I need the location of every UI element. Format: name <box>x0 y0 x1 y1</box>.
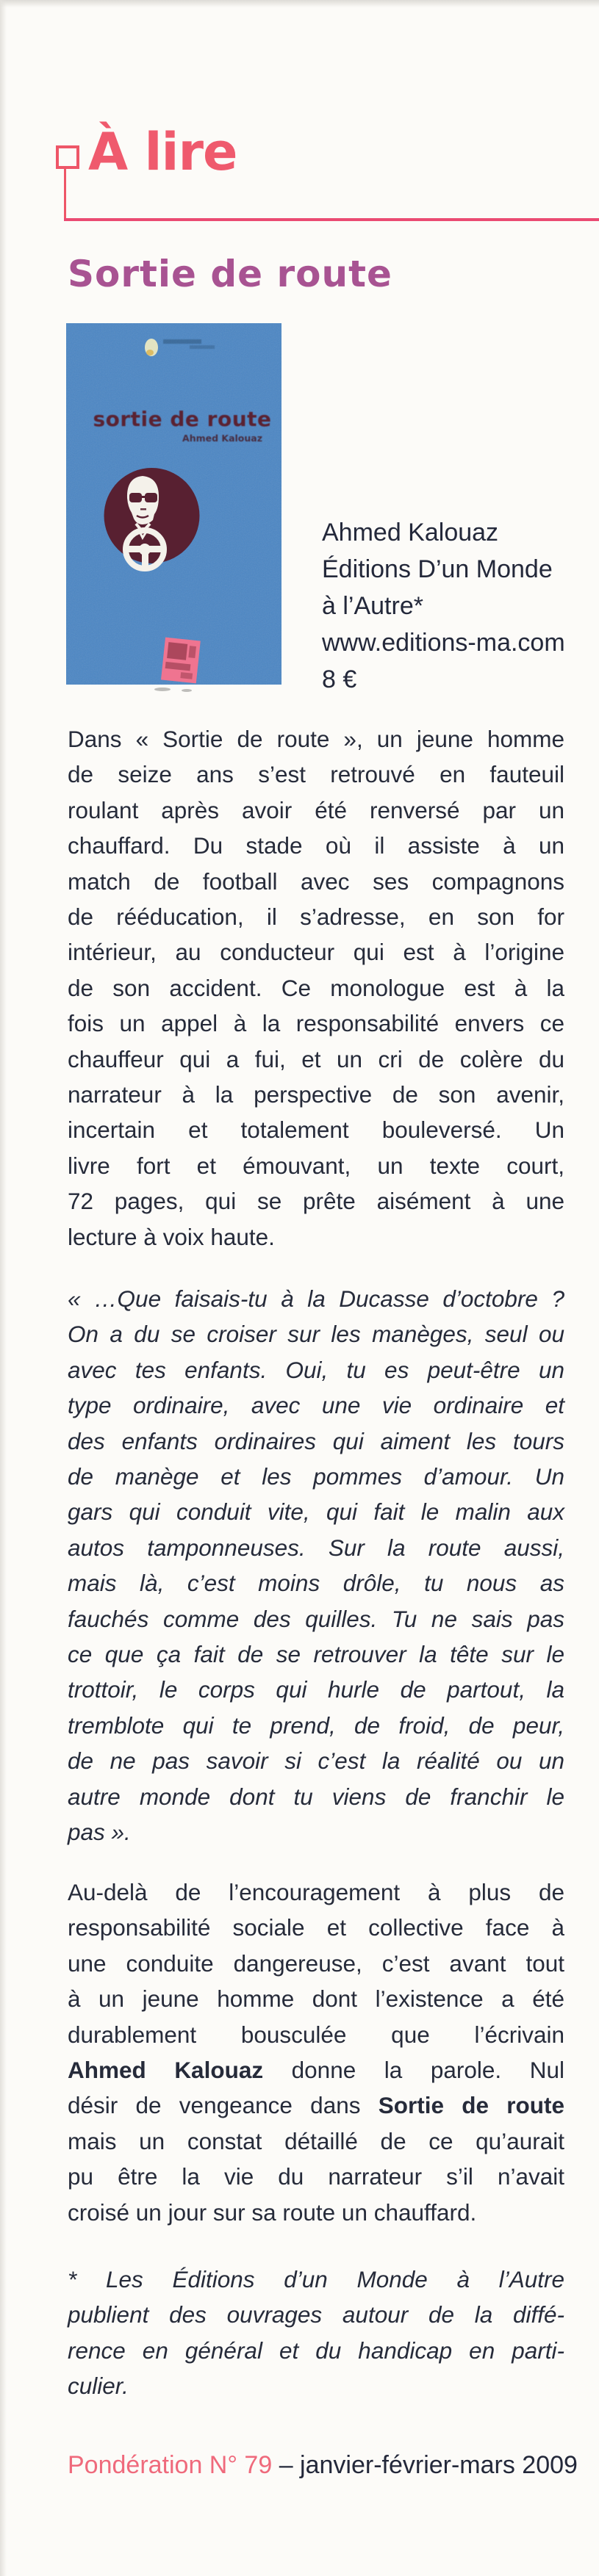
text-line: désir de vengeance dans Sortie de route <box>68 2092 564 2119</box>
book-author: Ahmed Kalouaz <box>322 519 499 546</box>
book-publisher-line2: à l’Autre* <box>322 592 423 620</box>
text-line: culier. <box>68 2373 129 2400</box>
book-website: www.editions-ma.com <box>322 629 565 657</box>
section-marker-square <box>56 145 79 169</box>
text-line: gars qui conduit vite, qui fait le malin aux <box>68 1498 564 1526</box>
paragraph-intro <box>68 721 564 1255</box>
text-line: livre fort et émouvant, un texte court, <box>68 1152 564 1179</box>
book-publisher-line1: Éditions D’un Monde <box>322 555 553 583</box>
text-line: Dans « Sortie de route », un jeune homme <box>68 726 564 752</box>
text-line: trottoir, le corps qui hurle de partout, la <box>68 1676 564 1703</box>
text-line: pu être la vie du narrateur s’il n’avait <box>68 2163 564 2190</box>
page-footer <box>68 2450 578 2480</box>
text-line: de rééducation, il s’adresse, en son for <box>68 903 564 931</box>
section-marker-line <box>64 166 66 219</box>
text-line: avec tes enfants. Oui, tu es peut-être un <box>68 1356 564 1383</box>
text-line: type ordinaire, avec une vie ordinaire et <box>68 1392 564 1419</box>
text-line: croisé un jour sur sa route un chauffard. <box>68 2198 477 2226</box>
text-line: incertain et totalement bouleversé. Un <box>68 1116 564 1144</box>
book-cover <box>66 323 281 685</box>
text-line: pas ». <box>68 1819 131 1846</box>
text-line: roulant après avoir été renversé par un <box>68 796 564 823</box>
paragraph-quote <box>68 1281 564 1850</box>
book-info <box>322 514 565 698</box>
text-line: une conduite dangereuse, c’est avant tout <box>68 1949 564 1977</box>
text-line: 72 pages, qui se prête aisément à une <box>68 1188 564 1215</box>
text-line: mais un constat détaillé de ce qu’aurait <box>68 2127 564 2154</box>
text-line: fauchés comme des quilles. Tu ne sais pas <box>68 1605 564 1632</box>
paragraph-footnote <box>68 2262 564 2404</box>
section-rule <box>64 218 599 221</box>
text-line: chauffard. Du stade où il assiste à un <box>68 832 564 859</box>
cover-title: sortie de route <box>93 407 272 431</box>
text-line: ce que ça fait de se retrouver la tête sur le <box>68 1641 564 1668</box>
text-line: des enfants ordinaires qui aiment les tours <box>68 1427 564 1454</box>
text-line: * Les Éditions d’un Monde à l’Autre <box>68 2266 564 2292</box>
footer-brand: Pondération N° 79 <box>68 2451 273 2479</box>
text-line: Au-delà de l’encouragement à plus de <box>68 1879 564 1905</box>
book-cover-art <box>66 323 281 685</box>
text-line: de seize ans s’est retrouvé en fauteuil <box>68 761 564 788</box>
cover-author: Ahmed Kalouaz <box>182 433 262 444</box>
text-line: durablement bousculée que l’écrivain <box>68 2021 564 2048</box>
text-line: de manège et les pommes d’amour. Un <box>68 1463 564 1490</box>
text-line: publient des ouvrages autour de la diffé- <box>68 2301 564 2328</box>
text-line: « …Que faisais-tu à la Ducasse d’octobre ? <box>68 1285 564 1312</box>
text-line: mais là, c’est moins drôle, tu nous as <box>68 1570 564 1597</box>
text-line: lecture à voix haute. <box>68 1223 275 1250</box>
book-price: 8 € <box>322 665 357 693</box>
footer-issue-date: – janvier-février-mars 2009 <box>279 2451 578 2479</box>
scan-smudge <box>182 689 192 692</box>
text-line: de son accident. Ce monologue est à la <box>68 974 564 1001</box>
price-stamp <box>161 638 201 684</box>
text-line: responsabilité sociale et collective face à <box>68 1914 564 1941</box>
text-line: chauffeur qui a fui, et un cri de colère du <box>68 1045 564 1072</box>
scan-smudge <box>154 688 171 691</box>
text-line: à un jeune homme dont l’existence a été <box>68 1985 564 2013</box>
text-line: fois un appel à la responsabilité envers ce <box>68 1010 564 1037</box>
article-title: Sortie de route <box>68 253 392 295</box>
text-line: On a du se croiser sur les manèges, seul ou <box>68 1321 564 1348</box>
text-line: intérieur, au conducteur qui est à l’origine <box>68 939 564 966</box>
paragraph-commentary <box>68 1875 564 2230</box>
text-line: tremblote qui te prend, de froid, de peur, <box>68 1711 564 1739</box>
text-line: de ne pas savoir si c’est la réalité ou un <box>68 1747 564 1775</box>
text-line: narrateur à la perspective de son avenir, <box>68 1081 564 1108</box>
text-line: rence en général et du handicap en parti- <box>68 2337 564 2364</box>
section-title: À lire <box>88 122 237 182</box>
text-line: autos tamponneuses. Sur la route aussi, <box>68 1534 564 1561</box>
text-line: autre monde dont tu viens de franchir le <box>68 1783 564 1810</box>
text-line: match de football avec ses compagnons <box>68 867 564 895</box>
text-line: Ahmed Kalouaz donne la parole. Nul <box>68 2057 565 2084</box>
